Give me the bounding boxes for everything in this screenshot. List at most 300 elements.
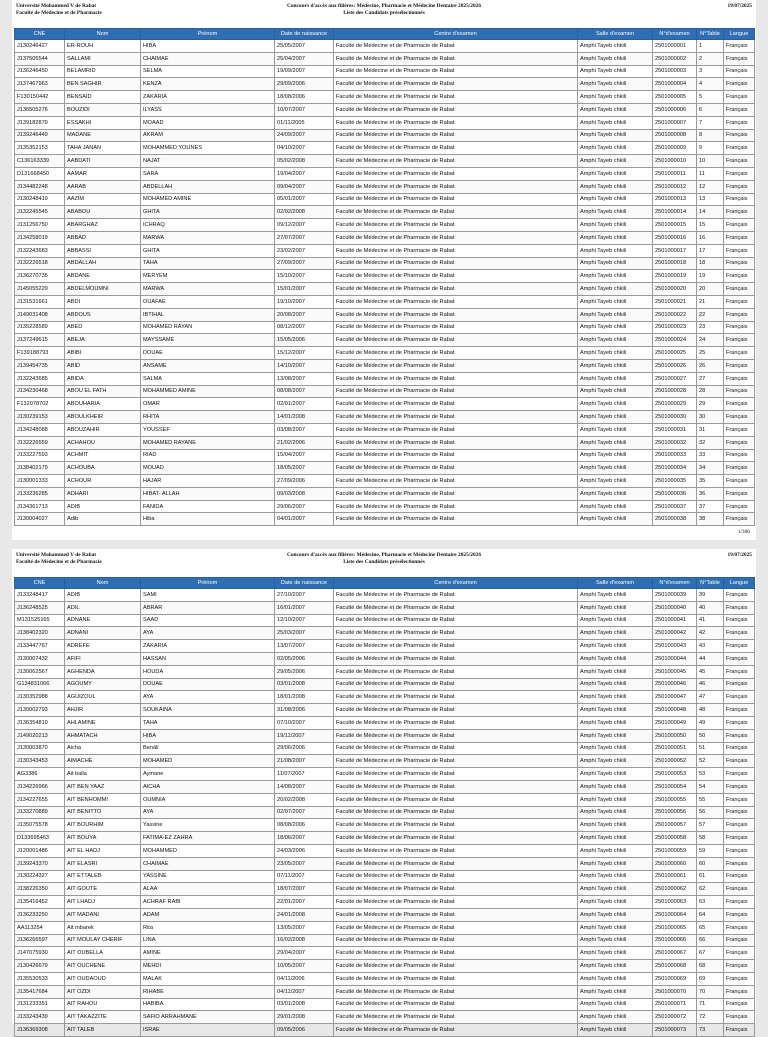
faculty-name: Faculté de Médecine et de Pharmacie [16, 559, 102, 565]
cell-salle-examen: Amphi Tayeb chkili [578, 589, 653, 602]
cell-salle-examen: Amphi Tayeb chkili [578, 500, 653, 513]
cell-langue: Français [724, 614, 755, 627]
cell-nom: AIT EL HADJ [65, 844, 141, 857]
cell-langue: Français [724, 78, 755, 91]
cell-centre-examen: Faculté de Médecine et de Pharmacie de Rabat [334, 116, 578, 129]
cell-numero-table: 33 [697, 449, 724, 462]
cell-centre-examen: Faculté de Médecine et de Pharmacie de Rabat [334, 985, 578, 998]
cell-numero-table: 1 [697, 40, 724, 53]
cell-langue: Français [724, 908, 755, 921]
cell-date-naissance: 02/07/2007 [275, 806, 334, 819]
cell-centre-examen: Faculté de Médecine et de Pharmacie de Rabat [334, 475, 578, 488]
cell-nom: AIMACHE [65, 755, 141, 768]
cell-date-naissance: 14/10/2007 [275, 359, 334, 372]
column-header-centre-examen: Centre d'examen [334, 578, 578, 589]
cell-date-naissance: 18/05/2007 [275, 462, 334, 475]
cell-centre-examen: Faculté de Médecine et de Pharmacie de Rabat [334, 883, 578, 896]
cell-centre-examen: Faculté de Médecine et de Pharmacie de Rabat [334, 896, 578, 909]
cell-date-naissance: 03/01/2008 [275, 678, 334, 691]
cell-langue: Français [724, 704, 755, 717]
table-row [15, 116, 755, 129]
table-row [15, 52, 755, 65]
table-row [15, 244, 755, 257]
cell-date-naissance: 14/01/2008 [275, 411, 334, 424]
cell-date-naissance: 25/04/2007 [275, 52, 334, 65]
cell-cne: J130004027 [15, 513, 65, 526]
cell-nom: AIT BOURHIM [65, 819, 141, 832]
table-row [15, 755, 755, 768]
cell-nom: AAMAR [65, 167, 141, 180]
cell-nom: ABIBI [65, 347, 141, 360]
cell-langue: Français [724, 475, 755, 488]
cell-numero-examen: 2501000059 [653, 844, 697, 857]
cell-numero-table: 34 [697, 462, 724, 475]
cell-centre-examen: Faculté de Médecine et de Pharmacie de Rabat [334, 500, 578, 513]
cell-numero-examen: 2501000072 [653, 1011, 697, 1024]
cell-centre-examen: Faculté de Médecine et de Pharmacie de Rabat [334, 436, 578, 449]
cell-salle-examen: Amphi Tayeb chkili [578, 1011, 653, 1024]
cell-date-naissance: 02/02/2008 [275, 206, 334, 219]
cell-numero-table: 9 [697, 142, 724, 155]
cell-numero-table: 38 [697, 513, 724, 526]
cell-prenom: ALAA [141, 883, 275, 896]
table-row [15, 65, 755, 78]
cell-langue: Français [724, 972, 755, 985]
cell-prenom: NAJAT [141, 155, 275, 168]
cell-salle-examen: Amphi Tayeb chkili [578, 462, 653, 475]
cell-nom: BELAMRID [65, 65, 141, 78]
column-header-salle-examen: Salle d'examen [578, 578, 653, 589]
cell-numero-examen: 2501000069 [653, 972, 697, 985]
cell-salle-examen: Amphi Tayeb chkili [578, 716, 653, 729]
cell-date-naissance: 29/04/2007 [275, 947, 334, 960]
table-row [15, 487, 755, 500]
cell-salle-examen: Amphi Tayeb chkili [578, 334, 653, 347]
cell-nom: ABOU EL FATH [65, 385, 141, 398]
cell-cne: J137467963 [15, 78, 65, 91]
cell-centre-examen: Faculté de Médecine et de Pharmacie de Rabat [334, 385, 578, 398]
cell-nom: AGHENDA [65, 665, 141, 678]
cell-nom: ACHOUBA [65, 462, 141, 475]
table-row [15, 908, 755, 921]
cell-centre-examen: Faculté de Médecine et de Pharmacie de Rabat [334, 142, 578, 155]
cell-numero-examen: 2501000056 [653, 806, 697, 819]
cell-langue: Français [724, 780, 755, 793]
cell-date-naissance: 29/05/2006 [275, 665, 334, 678]
cell-prenom: AYA [141, 691, 275, 704]
cell-numero-examen: 2501000035 [653, 475, 697, 488]
cell-langue: Français [724, 947, 755, 960]
document-subtitle: Liste des Candidats présélectionnés [343, 10, 425, 16]
cell-prenom: OUAFAE [141, 295, 275, 308]
column-header-langue: Langue [724, 578, 755, 589]
cell-langue: Français [724, 960, 755, 973]
cell-cne: J136369308 [15, 1024, 65, 1037]
cell-numero-examen: 2501000001 [653, 40, 697, 53]
column-header-cne: CNE [15, 29, 65, 40]
cell-salle-examen: Amphi Tayeb chkili [578, 742, 653, 755]
cell-cne: J134230468 [15, 385, 65, 398]
cell-centre-examen: Faculté de Médecine et de Pharmacie de Rabat [334, 40, 578, 53]
cell-cne: J134361713 [15, 500, 65, 513]
cell-langue: Français [724, 155, 755, 168]
cell-cne: J134226966 [15, 780, 65, 793]
cell-nom: BEN SAGHIR [65, 78, 141, 91]
cell-cne: J135228589 [15, 321, 65, 334]
cell-numero-examen: 2501000046 [653, 678, 697, 691]
cell-langue: Français [724, 934, 755, 947]
cell-prenom: FANIDA [141, 500, 275, 513]
document-subtitle: Liste des Candidats présélectionnés [343, 559, 425, 565]
cell-numero-table: 35 [697, 475, 724, 488]
cell-salle-examen: Amphi Tayeb chkili [578, 627, 653, 640]
cell-centre-examen: Faculté de Médecine et de Pharmacie de Rabat [334, 972, 578, 985]
cell-nom: ACHAHOU [65, 436, 141, 449]
cell-centre-examen: Faculté de Médecine et de Pharmacie de Rabat [334, 359, 578, 372]
cell-salle-examen: Amphi Tayeb chkili [578, 449, 653, 462]
cell-prenom: DOUAE [141, 347, 275, 360]
cell-numero-table: 56 [697, 806, 724, 819]
table-row [15, 423, 755, 436]
cell-nom: AIT OUBELLA [65, 947, 141, 960]
cell-nom: ABDI [65, 295, 141, 308]
cell-numero-table: 11 [697, 167, 724, 180]
cell-salle-examen: Amphi Tayeb chkili [578, 665, 653, 678]
cell-salle-examen: Amphi Tayeb chkili [578, 652, 653, 665]
cell-numero-table: 52 [697, 755, 724, 768]
cell-centre-examen: Faculté de Médecine et de Pharmacie de Rabat [334, 206, 578, 219]
cell-salle-examen: Amphi Tayeb chkili [578, 398, 653, 411]
cell-centre-examen: Faculté de Médecine et de Pharmacie de Rabat [334, 487, 578, 500]
table-row [15, 640, 755, 653]
cell-salle-examen: Amphi Tayeb chkili [578, 793, 653, 806]
cell-date-naissance: 14/08/2007 [275, 780, 334, 793]
cell-centre-examen: Faculté de Médecine et de Pharmacie de Rabat [334, 960, 578, 973]
cell-langue: Français [724, 513, 755, 526]
cell-langue: Français [724, 244, 755, 257]
cell-numero-table: 4 [697, 78, 724, 91]
cell-prenom: TAHA [141, 257, 275, 270]
cell-cne: J130062567 [15, 665, 65, 678]
cell-centre-examen: Faculté de Médecine et de Pharmacie de Rabat [334, 614, 578, 627]
cell-numero-examen: 2501000036 [653, 487, 697, 500]
cell-cne: J120001486 [15, 844, 65, 857]
cell-numero-table: 22 [697, 308, 724, 321]
cell-salle-examen: Amphi Tayeb chkili [578, 308, 653, 321]
cell-cne: J130239153 [15, 411, 65, 424]
cell-numero-table: 23 [697, 321, 724, 334]
cell-nom: ADREFE [65, 640, 141, 653]
cell-centre-examen: Faculté de Médecine et de Pharmacie de Rabat [334, 755, 578, 768]
cell-nom: AAZIM [65, 193, 141, 206]
cell-nom: AHMATACH [65, 729, 141, 742]
cell-langue: Français [724, 257, 755, 270]
cell-centre-examen: Faculté de Médecine et de Pharmacie de Rabat [334, 768, 578, 781]
cell-prenom: HABIBA [141, 998, 275, 1011]
cell-numero-table: 39 [697, 589, 724, 602]
cell-date-naissance: 29/09/2006 [275, 78, 334, 91]
cell-prenom: MARWA [141, 231, 275, 244]
cell-nom: BENSAID [65, 91, 141, 104]
table-row [15, 475, 755, 488]
cell-nom: ABEJA [65, 334, 141, 347]
page-gap [0, 540, 768, 549]
cell-date-naissance: 13/05/2007 [275, 921, 334, 934]
cell-langue: Français [724, 167, 755, 180]
cell-cne: J135530533 [15, 972, 65, 985]
cell-prenom: SAFIO ARRAHMANE [141, 1011, 275, 1024]
table-row [15, 947, 755, 960]
cell-prenom: MEHDI [141, 960, 275, 973]
cell-numero-examen: 2501000055 [653, 793, 697, 806]
cell-nom: AIT BEN YAAZ [65, 780, 141, 793]
cell-nom: ER-ROUH [65, 40, 141, 53]
cell-date-naissance: 04/11/2006 [275, 972, 334, 985]
cell-prenom: SAMI [141, 589, 275, 602]
cell-salle-examen: Amphi Tayeb chkili [578, 193, 653, 206]
cell-numero-examen: 2501000060 [653, 857, 697, 870]
table-row [15, 716, 755, 729]
table-row [15, 857, 755, 870]
cell-centre-examen: Faculté de Médecine et de Pharmacie de Rabat [334, 462, 578, 475]
cell-langue: Français [724, 359, 755, 372]
cell-prenom: AYA [141, 806, 275, 819]
cell-numero-table: 55 [697, 793, 724, 806]
cell-date-naissance: 11/07/2007 [275, 768, 334, 781]
cell-numero-examen: 2501000032 [653, 436, 697, 449]
cell-numero-examen: 2501000065 [653, 921, 697, 934]
cell-prenom: GHITA [141, 206, 275, 219]
cell-nom: ABED [65, 321, 141, 334]
cell-salle-examen: Amphi Tayeb chkili [578, 513, 653, 526]
cell-prenom: ILYASS [141, 103, 275, 116]
cell-nom: AIT GOUTE [65, 883, 141, 896]
cell-date-naissance: 10/05/2007 [275, 960, 334, 973]
cell-cne: J131233351 [15, 998, 65, 1011]
cell-cne: C136163339 [15, 155, 65, 168]
cell-nom: ADIB [65, 589, 141, 602]
cell-date-naissance: 27/07/2007 [275, 231, 334, 244]
column-header-date-naissance: Date de naissance [275, 29, 334, 40]
cell-centre-examen: Faculté de Médecine et de Pharmacie de Rabat [334, 398, 578, 411]
cell-numero-table: 28 [697, 385, 724, 398]
cell-cne: J130224327 [15, 870, 65, 883]
page-header [12, 549, 756, 577]
cell-nom: Ait mbarek [65, 921, 141, 934]
table-row [15, 347, 755, 360]
table-row [15, 283, 755, 296]
cell-centre-examen: Faculté de Médecine et de Pharmacie de Rabat [334, 308, 578, 321]
cell-numero-table: 14 [697, 206, 724, 219]
cell-prenom: SALMA [141, 372, 275, 385]
cell-cne: J136505276 [15, 103, 65, 116]
cell-cne: J149020213 [15, 729, 65, 742]
table-row [15, 627, 755, 640]
cell-centre-examen: Faculté de Médecine et de Pharmacie de Rabat [334, 729, 578, 742]
table-row [15, 832, 755, 845]
cell-salle-examen: Amphi Tayeb chkili [578, 908, 653, 921]
cell-numero-examen: 2501000016 [653, 231, 697, 244]
page-header [12, 0, 756, 28]
cell-salle-examen: Amphi Tayeb chkili [578, 167, 653, 180]
table-row [15, 40, 755, 53]
table-row [15, 372, 755, 385]
cell-date-naissance: 20/02/2008 [275, 793, 334, 806]
cell-numero-examen: 2501000019 [653, 270, 697, 283]
cell-prenom: MALAK [141, 972, 275, 985]
cell-langue: Français [724, 896, 755, 909]
cell-salle-examen: Amphi Tayeb chkili [578, 832, 653, 845]
cell-nom: ABBASSI [65, 244, 141, 257]
cell-salle-examen: Amphi Tayeb chkili [578, 960, 653, 973]
cell-cne: F139188793 [15, 347, 65, 360]
cell-centre-examen: Faculté de Médecine et de Pharmacie de Rabat [334, 1011, 578, 1024]
cell-numero-examen: 2501000037 [653, 500, 697, 513]
cell-numero-table: 71 [697, 998, 724, 1011]
cell-prenom: MERYEM [141, 270, 275, 283]
table-row [15, 398, 755, 411]
cell-cne: J130352988 [15, 691, 65, 704]
cell-centre-examen: Faculté de Médecine et de Pharmacie de Rabat [334, 870, 578, 883]
cell-langue: Français [724, 589, 755, 602]
cell-langue: Français [724, 347, 755, 360]
cell-cne: G134831066 [15, 678, 65, 691]
cell-nom: ABABOU [65, 206, 141, 219]
cell-numero-table: 26 [697, 359, 724, 372]
cell-langue: Français [724, 487, 755, 500]
cell-numero-examen: 2501000030 [653, 411, 697, 424]
cell-numero-table: 7 [697, 116, 724, 129]
cell-salle-examen: Amphi Tayeb chkili [578, 755, 653, 768]
cell-langue: Français [724, 819, 755, 832]
cell-cne: J137249615 [15, 334, 65, 347]
cell-cne: J135416452 [15, 896, 65, 909]
cell-numero-table: 18 [697, 257, 724, 270]
table-row [15, 103, 755, 116]
table-row [15, 972, 755, 985]
cell-centre-examen: Faculté de Médecine et de Pharmacie de Rabat [334, 678, 578, 691]
cell-salle-examen: Amphi Tayeb chkili [578, 129, 653, 142]
cell-prenom: CHAIMAE [141, 52, 275, 65]
cell-date-naissance: 02/05/2006 [275, 652, 334, 665]
cell-nom: ADIB [65, 500, 141, 513]
cell-salle-examen: Amphi Tayeb chkili [578, 640, 653, 653]
column-header-nom: Nom [65, 29, 141, 40]
column-header-numero-table: N°Table [697, 578, 724, 589]
cell-date-naissance: 23/02/2007 [275, 244, 334, 257]
cell-langue: Français [724, 755, 755, 768]
table-row [15, 960, 755, 973]
cell-numero-table: 73 [697, 1024, 724, 1037]
cell-prenom: ABDELLAH [141, 180, 275, 193]
cell-centre-examen: Faculté de Médecine et de Pharmacie de Rabat [334, 219, 578, 232]
cell-date-naissance: 20/08/2007 [275, 308, 334, 321]
cell-salle-examen: Amphi Tayeb chkili [578, 819, 653, 832]
cell-cne: AG3386 [15, 768, 65, 781]
faculty-name: Faculté de Médecine et de Pharmacie [16, 10, 102, 16]
cell-numero-examen: 2501000073 [653, 1024, 697, 1037]
cell-centre-examen: Faculté de Médecine et de Pharmacie de Rabat [334, 601, 578, 614]
cell-prenom: Benâli [141, 742, 275, 755]
table-row [15, 742, 755, 755]
cell-prenom: MOUAD [141, 462, 275, 475]
cell-centre-examen: Faculté de Médecine et de Pharmacie de Rabat [334, 844, 578, 857]
cell-cne: J132226518 [15, 257, 65, 270]
cell-centre-examen: Faculté de Médecine et de Pharmacie de Rabat [334, 832, 578, 845]
cell-prenom: HIBA [141, 729, 275, 742]
cell-langue: Français [724, 308, 755, 321]
cell-centre-examen: Faculté de Médecine et de Pharmacie de Rabat [334, 934, 578, 947]
cell-nom: Adib [65, 513, 141, 526]
table-row [15, 985, 755, 998]
cell-numero-examen: 2501000043 [653, 640, 697, 653]
cell-salle-examen: Amphi Tayeb chkili [578, 283, 653, 296]
cell-numero-table: 48 [697, 704, 724, 717]
cell-date-naissance: 07/10/2007 [275, 716, 334, 729]
cell-salle-examen: Amphi Tayeb chkili [578, 78, 653, 91]
cell-numero-examen: 2501000052 [653, 755, 697, 768]
cell-numero-examen: 2501000071 [653, 998, 697, 1011]
cell-nom: AHJIR [65, 704, 141, 717]
cell-numero-examen: 2501000068 [653, 960, 697, 973]
cell-salle-examen: Amphi Tayeb chkili [578, 896, 653, 909]
cell-salle-examen: Amphi Tayeb chkili [578, 780, 653, 793]
cell-numero-table: 45 [697, 665, 724, 678]
cell-numero-table: 12 [697, 180, 724, 193]
cell-nom: AIT RAHOU [65, 998, 141, 1011]
cell-centre-examen: Faculté de Médecine et de Pharmacie de Rabat [334, 244, 578, 257]
cell-date-naissance: 15/01/2007 [275, 283, 334, 296]
cell-numero-examen: 2501000011 [653, 167, 697, 180]
cell-cne: J149031408 [15, 308, 65, 321]
cell-numero-examen: 2501000003 [653, 65, 697, 78]
table-row [15, 462, 755, 475]
cell-date-naissance: 07/11/2007 [275, 870, 334, 883]
cell-cne: J133236285 [15, 487, 65, 500]
table-row [15, 91, 755, 104]
cell-langue: Français [724, 640, 755, 653]
cell-langue: Français [724, 411, 755, 424]
cell-centre-examen: Faculté de Médecine et de Pharmacie de Rabat [334, 65, 578, 78]
cell-cne: J138402179 [15, 462, 65, 475]
cell-prenom: DOUAE [141, 678, 275, 691]
cell-cne: J147075930 [15, 947, 65, 960]
cell-langue: Français [724, 65, 755, 78]
cell-prenom: OUMNIA [141, 793, 275, 806]
cell-numero-table: 70 [697, 985, 724, 998]
cell-numero-table: 2 [697, 52, 724, 65]
document-page-1 [12, 0, 756, 540]
cell-nom: AIT OUCHENE [65, 960, 141, 973]
cell-nom: ABARGHAZ [65, 219, 141, 232]
cell-date-naissance: 27/09/2007 [275, 257, 334, 270]
column-header-cne: CNE [15, 578, 65, 589]
cell-nom: ADNANI [65, 627, 141, 640]
table-row [15, 870, 755, 883]
cell-numero-table: 36 [697, 487, 724, 500]
cell-prenom: AICHA [141, 780, 275, 793]
cell-numero-examen: 2501000013 [653, 193, 697, 206]
cell-numero-table: 17 [697, 244, 724, 257]
cell-salle-examen: Amphi Tayeb chkili [578, 704, 653, 717]
cell-cne: F132078702 [15, 398, 65, 411]
table-row [15, 500, 755, 513]
cell-numero-table: 69 [697, 972, 724, 985]
cell-nom: ABOUHARIA [65, 398, 141, 411]
cell-prenom: HAJAR [141, 475, 275, 488]
cell-cne: J133447767 [15, 640, 65, 653]
cell-nom: AFIFI [65, 652, 141, 665]
